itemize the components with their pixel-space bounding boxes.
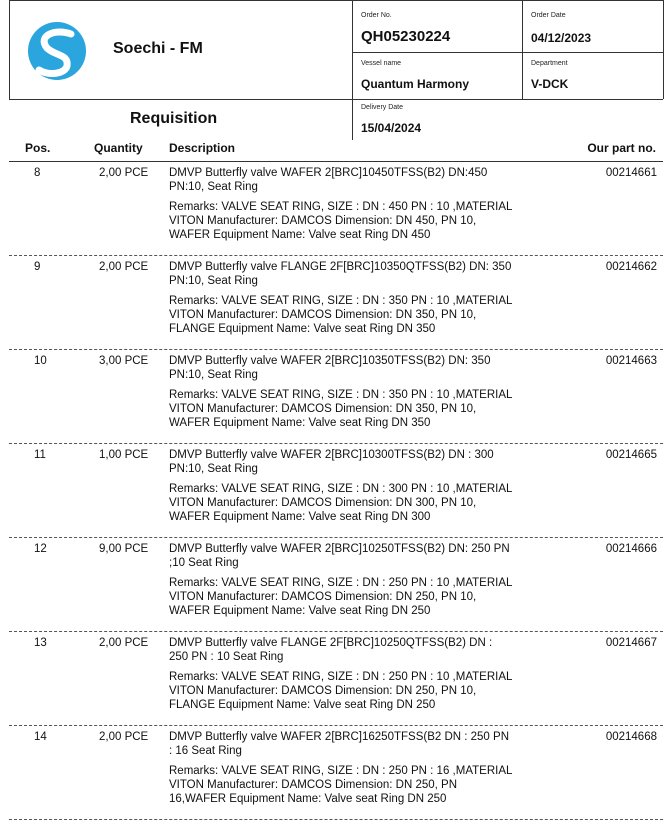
row-remarks: Remarks: VALVE SEAT RING, SIZE : DN : 250 PN : 10 ,MATERIAL VITON Manufacturer: DAMCOS Dimension: DN 250, PN 10, WAFER Equipment Name: Valve seat Ring DN 250 [169, 577, 512, 617]
delivery-date-label: Delivery Date [361, 104, 404, 111]
delivery-date-value: 15/04/2024 [361, 121, 422, 135]
order-date-value: 04/12/2023 [531, 31, 592, 45]
row-pos: 9 [34, 261, 41, 273]
department-value: V-DCK [531, 77, 569, 91]
row-remarks: Remarks: VALVE SEAT RING, SIZE : DN : 300 PN : 10 ,MATERIAL VITON Manufacturer: DAMCOS Dimension: DN 300, PN 10, WAFER Equipment Name: Valve seat Ring DN 300 [169, 483, 512, 523]
row-remarks: Remarks: VALVE SEAT RING, SIZE : DN : 450 PN : 10 ,MATERIAL VITON Manufacturer: DAMCOS Dimension: DN 450, PN 10, WAFER Equipment Name: Valve seat Ring DN 450 [169, 201, 512, 241]
row-part-no: 00214661 [605, 167, 657, 179]
row-item-text: DMVP Butterfly valve WAFER 2[BRC]10300TFSS(B2) DN : 300 PN:10, Seat Ring [169, 449, 494, 475]
row-pos: 8 [34, 167, 41, 179]
table-row [9, 444, 663, 538]
row-pos: 13 [34, 637, 47, 649]
row-quantity: 9,00 PCE [99, 543, 149, 555]
table-row [9, 350, 663, 444]
row-description [169, 636, 514, 718]
col-header-description: Description [169, 141, 236, 155]
order-no-label: Order No. [361, 12, 392, 19]
row-remarks: Remarks: VALVE SEAT RING, SIZE : DN : 250 PN : 16 ,MATERIAL VITON Manufacturer: DAMCOS Dimension: DN 250, PN 16,WAFER Equipment Name: Valve seat Ring DN 250 [169, 765, 512, 805]
row-part-no: 00214662 [605, 261, 657, 273]
header-border-right [663, 0, 664, 99]
row-quantity: 3,00 PCE [99, 355, 149, 367]
row-item-text: DMVP Butterfly valve WAFER 2[BRC]10350TFSS(B2) DN: 350 PN:10, Seat Ring [169, 355, 491, 381]
company-name: Soechi - FM [113, 40, 203, 57]
header-divider-vertical-2 [522, 0, 523, 99]
row-quantity: 2,00 PCE [99, 261, 149, 273]
table-row [9, 162, 663, 256]
row-remarks: Remarks: VALVE SEAT RING, SIZE : DN : 350 PN : 10 ,MATERIAL VITON Manufacturer: DAMCOS Dimension: DN 350, PN 10, FLANGE Equipment Name: Valve seat Ring DN 350 [169, 295, 512, 335]
row-pos: 11 [34, 449, 46, 461]
table-row [9, 726, 663, 820]
header-border-left [9, 0, 10, 100]
row-description [169, 260, 514, 342]
row-quantity: 1,00 PCE [99, 449, 149, 461]
header-divider-vertical [352, 0, 353, 140]
row-item-text: DMVP Butterfly valve WAFER 2[BRC]10250TFSS(B2) DN: 250 PN ;10 Seat Ring [169, 543, 510, 569]
vessel-value: Quantum Harmony [361, 77, 470, 91]
row-pos: 14 [34, 731, 47, 743]
row-part-no: 00214667 [605, 637, 657, 649]
row-quantity: 2,00 PCE [99, 637, 149, 649]
row-item-text: DMVP Butterfly valve FLANGE 2F[BRC]10350QTFSS(B2) DN: 350 PN:10, Seat Ring [169, 261, 512, 287]
vessel-label: Vessel name [361, 60, 402, 67]
row-item-text: DMVP Butterfly valve WAFER 2[BRC]16250TFSS(B2 DN : 250 PN : 16 Seat Ring [169, 731, 510, 757]
row-item-text: DMVP Butterfly valve WAFER 2[BRC]10450TFSS(B2) DN:450 PN:10, Seat Ring [169, 167, 488, 193]
table-row [9, 632, 663, 726]
col-header-quantity: Quantity [94, 141, 143, 155]
row-description [169, 542, 514, 624]
order-no-value: QH05230224 [361, 28, 451, 45]
row-description [169, 166, 514, 248]
order-date-label: Order Date [531, 12, 566, 19]
header-divider-horizontal [352, 52, 663, 53]
department-label: Department [531, 60, 568, 67]
row-quantity: 2,00 PCE [99, 731, 149, 743]
row-pos: 12 [34, 543, 47, 555]
row-remarks: Remarks: VALVE SEAT RING, SIZE : DN : 350 PN : 10 ,MATERIAL VITON Manufacturer: DAMCOS Dimension: DN 350, PN 10, WAFER Equipment Name: Valve seat Ring DN 350 [169, 389, 512, 429]
row-part-no: 00214666 [605, 543, 657, 555]
requisition-rows [9, 162, 663, 820]
table-row [9, 256, 663, 350]
row-part-no: 00214668 [605, 731, 657, 743]
row-quantity: 2,00 PCE [99, 167, 149, 179]
row-part-no: 00214665 [605, 449, 657, 461]
col-header-part-no: Our part no. [587, 141, 656, 155]
header-border-top [9, 0, 663, 1]
row-description [169, 448, 514, 530]
row-item-text: DMVP Butterfly valve FLANGE 2F[BRC]10250QTFSS(B2) DN : 250 PN : 10 Seat Ring [169, 637, 493, 663]
company-logo-icon [19, 22, 95, 80]
row-pos: 10 [34, 355, 47, 367]
header-border-bottom [9, 99, 663, 100]
page-title: Requisition [130, 110, 218, 127]
table-row [9, 538, 663, 632]
row-description [169, 730, 514, 812]
row-description [169, 354, 514, 436]
row-part-no: 00214663 [605, 355, 657, 367]
col-header-pos: Pos. [25, 141, 51, 155]
row-remarks: Remarks: VALVE SEAT RING, SIZE : DN : 250 PN : 10 ,MATERIAL VITON Manufacturer: DAMCOS Dimension: DN 250, PN 10, FLANGE Equipment Name: Valve seat Ring DN 250 [169, 671, 512, 711]
